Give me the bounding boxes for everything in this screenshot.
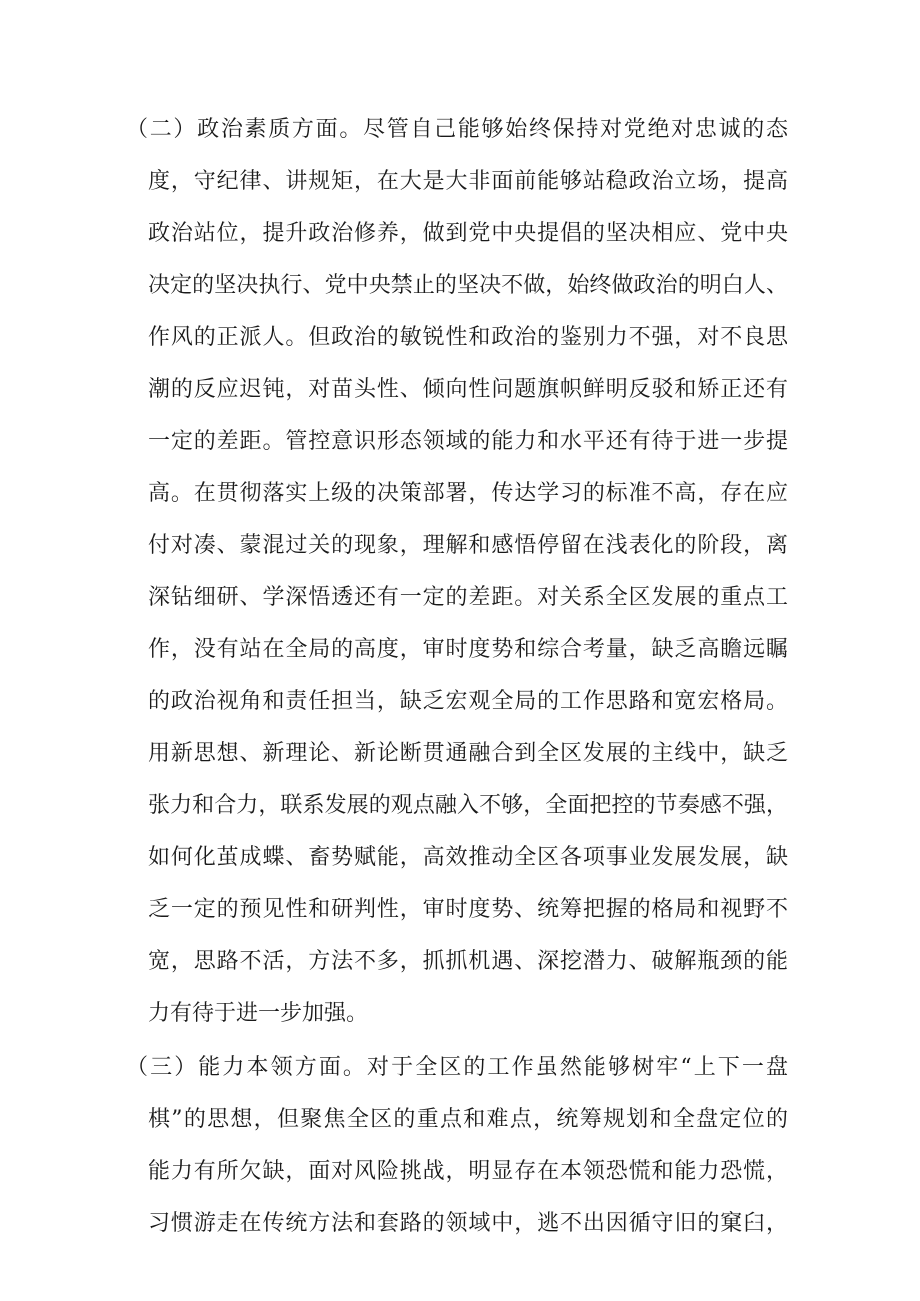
paragraph-2-line-14: 张力和合力，联系发展的观点融入不够，全面把控的节奏感不强， (148, 793, 788, 818)
paragraph-3-line-2: 棋”的思想，但聚焦全区的重点和难点，统筹规划和全盘定位的 (148, 1107, 788, 1132)
paragraph-2-line-13: 用新思想、新理论、新论断贯通融合到全区发展的主线中，缺乏 (148, 741, 788, 766)
paragraph-3-line-3: 能力有所欠缺，面对风险挑战，明显存在本领恐慌和能力恐慌， (148, 1159, 788, 1184)
paragraph-2-line-9: 付对凑、蒙混过关的现象，理解和感悟停留在浅表化的阶段，离 (148, 533, 788, 558)
paragraph-2-line-6: 潮的反应迟钝，对苗头性、倾向性问题旗帜鲜明反驳和矫正还有 (148, 377, 788, 402)
paragraph-2-line-2: 度，守纪律、讲规矩，在大是大非面前能够站稳政治立场，提高 (148, 169, 788, 194)
paragraph-2-line-16: 乏一定的预见性和研判性，审时度势、统筹把握的格局和视野不 (148, 897, 788, 922)
paragraph-2-line-11: 作，没有站在全局的高度，审时度势和综合考量，缺乏高瞻远瞩 (148, 637, 788, 662)
paragraph-2-line-18: 力有待于进一步加强。 (148, 1001, 369, 1026)
paragraph-3-line-1: （三）能力本领方面。对于全区的工作虽然能够树牢“上下一盘 (126, 1055, 788, 1080)
paragraph-3-line-4: 习惯游走在传统方法和套路的领域中，逃不出因循守旧的窠臼， (148, 1211, 788, 1236)
paragraph-2-line-10: 深钻细研、学深悟透还有一定的差距。对关系全区发展的重点工 (148, 585, 788, 610)
paragraph-2-line-15: 如何化茧成蝶、畜势赋能，高效推动全区各项事业发展发展，缺 (148, 845, 788, 870)
paragraph-2-line-5: 作风的正派人。但政治的敏锐性和政治的鉴别力不强，对不良思 (148, 325, 788, 350)
paragraph-2-line-17: 宽，思路不活，方法不多，抓抓机遇、深挖潜力、破解瓶颈的能 (148, 949, 788, 974)
paragraph-2-line-4: 决定的坚决执行、党中央禁止的坚决不做，始终做政治的明白人、 (148, 273, 788, 298)
paragraph-2-line-8: 高。在贯彻落实上级的决策部署，传达学习的标准不高，存在应 (148, 481, 788, 506)
paragraph-2-line-12: 的政治视角和责任担当，缺乏宏观全局的工作思路和宽宏格局。 (148, 689, 788, 714)
paragraph-2-line-3: 政治站位，提升政治修养，做到党中央提倡的坚决相应、党中央 (148, 221, 788, 246)
paragraph-2-line-1: （二）政治素质方面。尽管自己能够始终保持对党绝对忠诚的态 (126, 117, 788, 142)
paragraph-2-line-7: 一定的差距。管控意识形态领域的能力和水平还有待于进一步提 (148, 429, 788, 454)
